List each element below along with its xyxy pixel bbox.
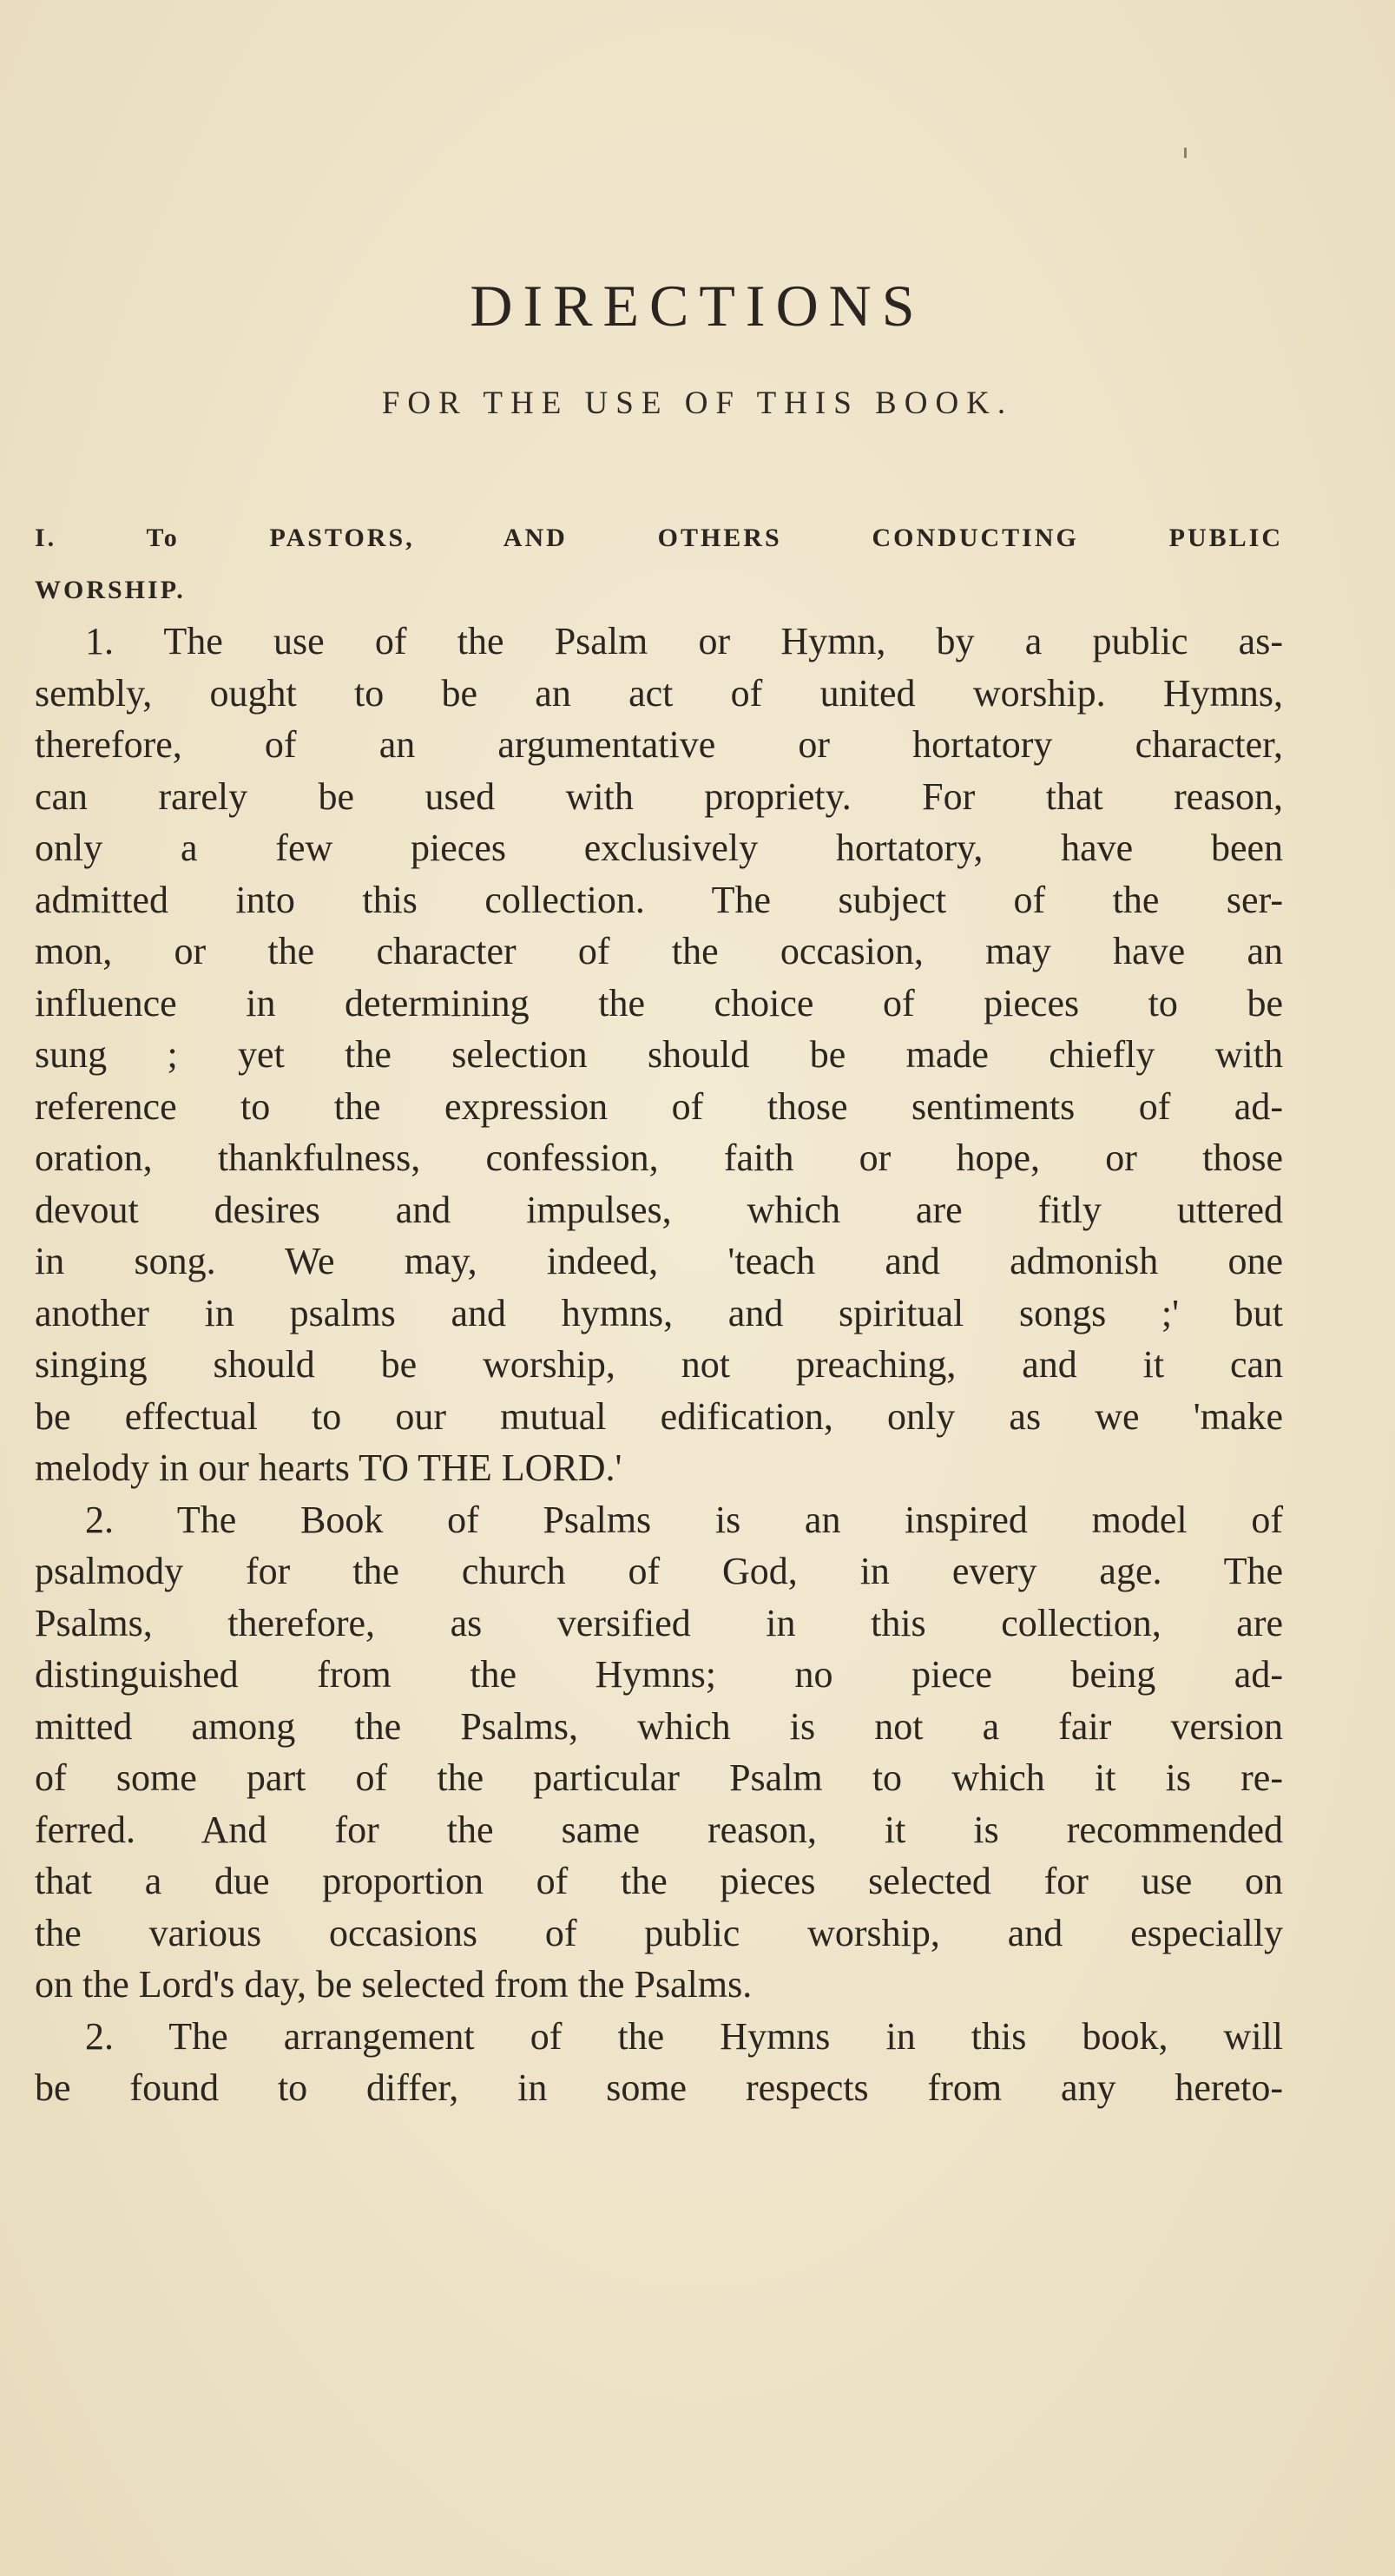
page-subtitle: FOR THE USE OF THIS BOOK.	[381, 385, 1014, 421]
text-line: Psalms, therefore, as versified in this collection, are	[35, 1601, 1283, 1644]
text-line: mon, or the character of the occasion, may have an	[35, 930, 1283, 972]
text-line: oration, thankfulness, confession, faith or hope, or those	[35, 1136, 1283, 1179]
text-line: devout desires and impulses, which are fitly uttered	[35, 1188, 1283, 1231]
text-line: mitted among the Psalms, which is not a fair version	[35, 1704, 1283, 1748]
text-line: 1. The use of the Psalm or Hymn, by a public as-	[85, 620, 1283, 662]
text-line: that a due proportion of the pieces selected for use on	[35, 1860, 1283, 1902]
text-line: psalmody for the church of God, in every age. The	[35, 1550, 1283, 1592]
text-line: on the Lord's day, be selected from the Psalms.	[35, 1963, 753, 2006]
text-line: melody in our hearts TO THE LORD.'	[35, 1446, 622, 1489]
text-line: the various occasions of public worship, and especially	[35, 1911, 1283, 1954]
text-line: therefore, of an argumentative or hortatory character,	[35, 723, 1283, 766]
body-text	[35, 512, 1283, 2114]
page-title: DIRECTIONS	[470, 273, 925, 339]
section-heading-line: I. To PASTORS, AND OTHERS CONDUCTING PUBLIC	[35, 524, 1283, 552]
text-line: be effectual to our mutual edification, only as we 'make	[35, 1394, 1283, 1438]
text-line: in song. We may, indeed, 'teach and admonish one	[35, 1240, 1283, 1282]
text-line: can rarely be used with propriety. For that reason,	[35, 774, 1283, 818]
text-line: another in psalms and hymns, and spiritual songs ;' but	[35, 1291, 1283, 1334]
text-line: distinguished from the Hymns; no piece being ad-	[35, 1653, 1283, 1696]
text-line: influence in determining the choice of pieces to be	[35, 981, 1283, 1024]
text-line: ferred. And for the same reason, it is recommended	[35, 1808, 1283, 1851]
section-heading-line: WORSHIP.	[35, 575, 186, 604]
text-line: only a few pieces exclusively hortatory, have been	[35, 827, 1283, 869]
text-line: reference to the expression of those sentiments of ad-	[35, 1084, 1283, 1128]
text-line: singing should be worship, not preaching, and it can	[35, 1343, 1283, 1386]
text-line: sung ; yet the selection should be made chiefly with	[35, 1033, 1283, 1076]
text-line: 2. The Book of Psalms is an inspired model of	[85, 1498, 1283, 1541]
text-line: be found to differ, in some respects from any hereto-	[35, 2066, 1283, 2109]
ink-speck	[1184, 148, 1187, 158]
text-line: sembly, ought to be an act of united worship. Hymns,	[35, 671, 1283, 715]
text-line: 2. The arrangement of the Hymns in this book, will	[85, 2014, 1283, 2058]
text-line: of some part of the particular Psalm to which it is re-	[35, 1756, 1283, 1799]
text-line: admitted into this collection. The subject of the ser-	[35, 878, 1283, 921]
